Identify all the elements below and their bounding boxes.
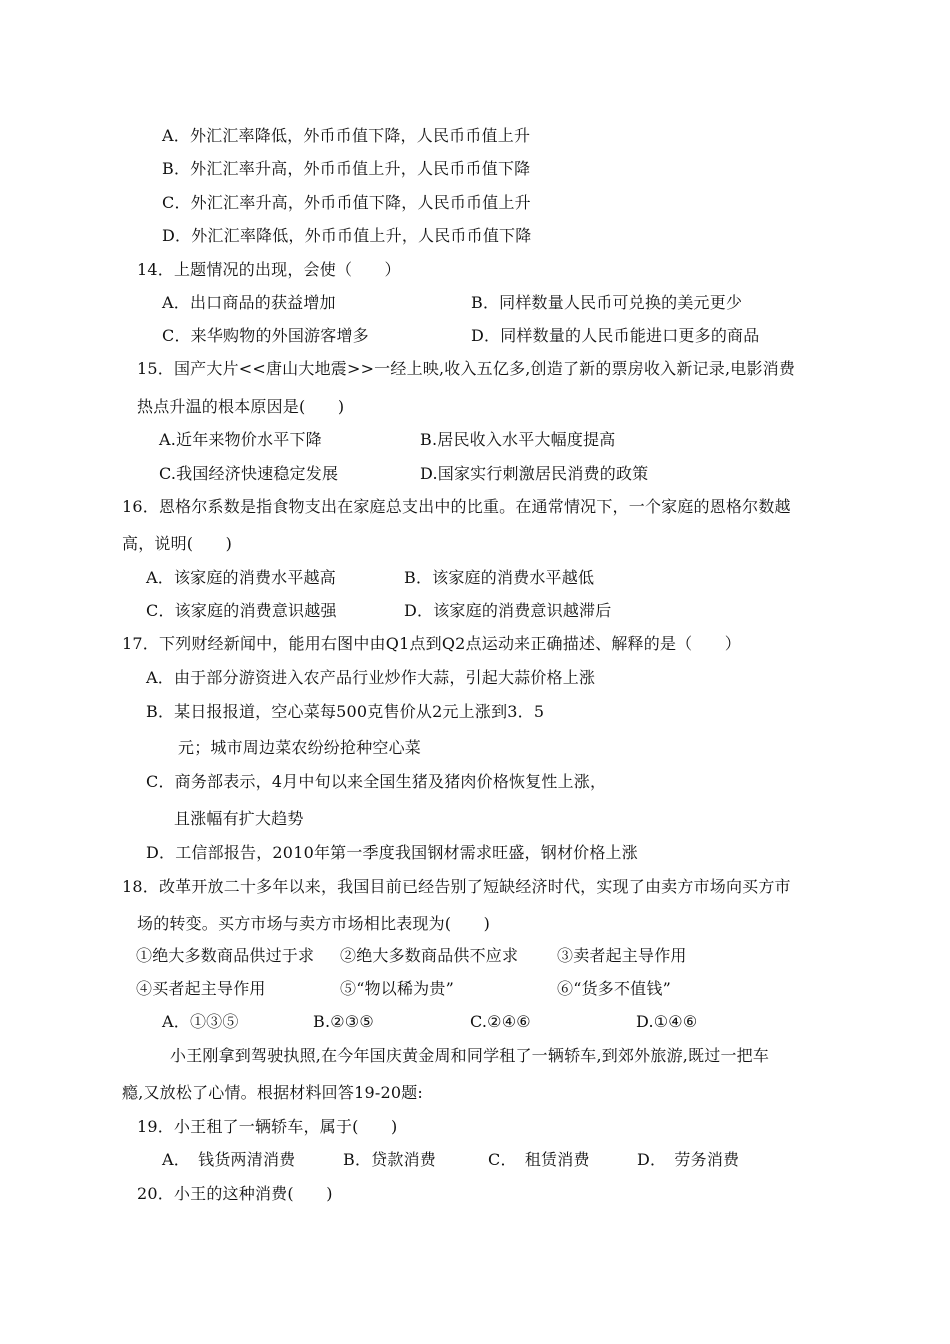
q16-stem-line2: 高，说明( ) [122,534,233,553]
q18-stem-line1: 18．改革开放二十多年以来，我国目前已经告别了短缺经济时代，实现了由卖方市场向买方市 [122,877,791,896]
q15-option-b: B.居民收入水平大幅度提高 [420,430,616,449]
q18-item-6: ⑥“货多不值钱” [557,979,671,998]
q19-stem: 19．小王租了一辆轿车，属于( ) [137,1117,398,1136]
q18-item-2: ②绝大多数商品供不应求 [340,946,519,965]
q18-item-3: ③卖者起主导作用 [557,946,687,965]
q19-option-d: D． 劳务消费 [637,1150,740,1169]
q15-option-a: A.近年来物价水平下降 [159,430,322,449]
q19-option-c: C． 租赁消费 [488,1150,590,1169]
q17-option-c-line2: 且涨幅有扩大趋势 [174,809,304,828]
q18-item-5: ⑤“物以稀为贵” [340,979,454,998]
q17-option-c-line1: C．商务部表示，4月中旬以来全国生猪及猪肉价格恢复性上涨， [146,772,607,791]
q16-option-d: D．该家庭的消费意识越滞后 [404,601,612,620]
q17-option-b-line2: 元；城市周边菜农纷纷抢种空心菜 [178,738,422,757]
q17-option-d: D．工信部报告，2010年第一季度我国钢材需求旺盛，钢材价格上涨 [146,843,638,862]
q19-option-b: B．贷款消费 [343,1150,436,1169]
material-line1: 小王刚拿到驾驶执照,在今年国庆黄金周和同学租了一辆轿车,到郊外旅游,既过一把车 [170,1046,770,1065]
q18-item-1: ①绝大多数商品供过于求 [136,946,315,965]
q16-option-a: A．该家庭的消费水平越高 [146,568,336,587]
q14-option-c: C．来华购物的外国游客增多 [162,326,369,345]
q17-stem: 17．下列财经新闻中，能用右图中由Q1点到Q2点运动来正确描述、解释的是（ ） [122,634,741,653]
q18-item-4: ④买者起主导作用 [136,979,266,998]
q13-option-a: A．外汇汇率降低，外币币值下降，人民币币值上升 [162,126,531,145]
q13-option-c: C．外汇汇率升高，外币币值下降，人民币币值上升 [162,193,531,212]
q15-option-d: D.国家实行刺激居民消费的政策 [420,464,649,483]
q15-stem-line2: 热点升温的根本原因是( ) [137,397,345,416]
q20-stem: 20．小王的这种消费( ) [137,1184,333,1203]
material-line2: 瘾,又放松了心情。根据材料回答19-20题: [122,1083,424,1102]
q18-option-a: A．①③⑤ [162,1012,239,1031]
q18-option-b: B.②③⑤ [313,1012,374,1031]
q13-option-d: D．外汇汇率降低，外币币值上升，人民币币值下降 [162,226,532,245]
q17-option-b-line1: B．某日报报道，空心菜每500克售价从2元上涨到3．5 [146,702,545,721]
q18-stem-line2: 场的转变。买方市场与卖方市场相比表现为( ) [137,914,491,933]
q18-option-c: C.②④⑥ [470,1012,531,1031]
q14-option-d: D．同样数量的人民币能进口更多的商品 [471,326,760,345]
q16-option-b: B．该家庭的消费水平越低 [404,568,595,587]
q13-option-b: B．外汇汇率升高，外币币值上升，人民币币值下降 [162,159,531,178]
q19-option-a: A． 钱货两清消费 [162,1150,296,1169]
q15-stem-line1: 15．国产大片<<唐山大地震>>一经上映,收入五亿多,创造了新的票房收入新记录,电影消费 [137,359,796,378]
q17-option-a: A．由于部分游资进入农产品行业炒作大蒜，引起大蒜价格上涨 [146,668,596,687]
q14-option-b: B．同样数量人民币可兑换的美元更少 [471,293,743,312]
q18-option-d: D.①④⑥ [636,1012,698,1031]
q15-option-c: C.我国经济快速稳定发展 [159,464,339,483]
q16-option-c: C．该家庭的消费意识越强 [146,601,337,620]
q16-stem-line1: 16．恩格尔系数是指食物支出在家庭总支出中的比重。在通常情况下，一个家庭的恩格尔数越 [122,497,791,516]
q14-stem: 14．上题情况的出现，会使（ ） [137,260,401,279]
q14-option-a: A．出口商品的获益增加 [162,293,336,312]
